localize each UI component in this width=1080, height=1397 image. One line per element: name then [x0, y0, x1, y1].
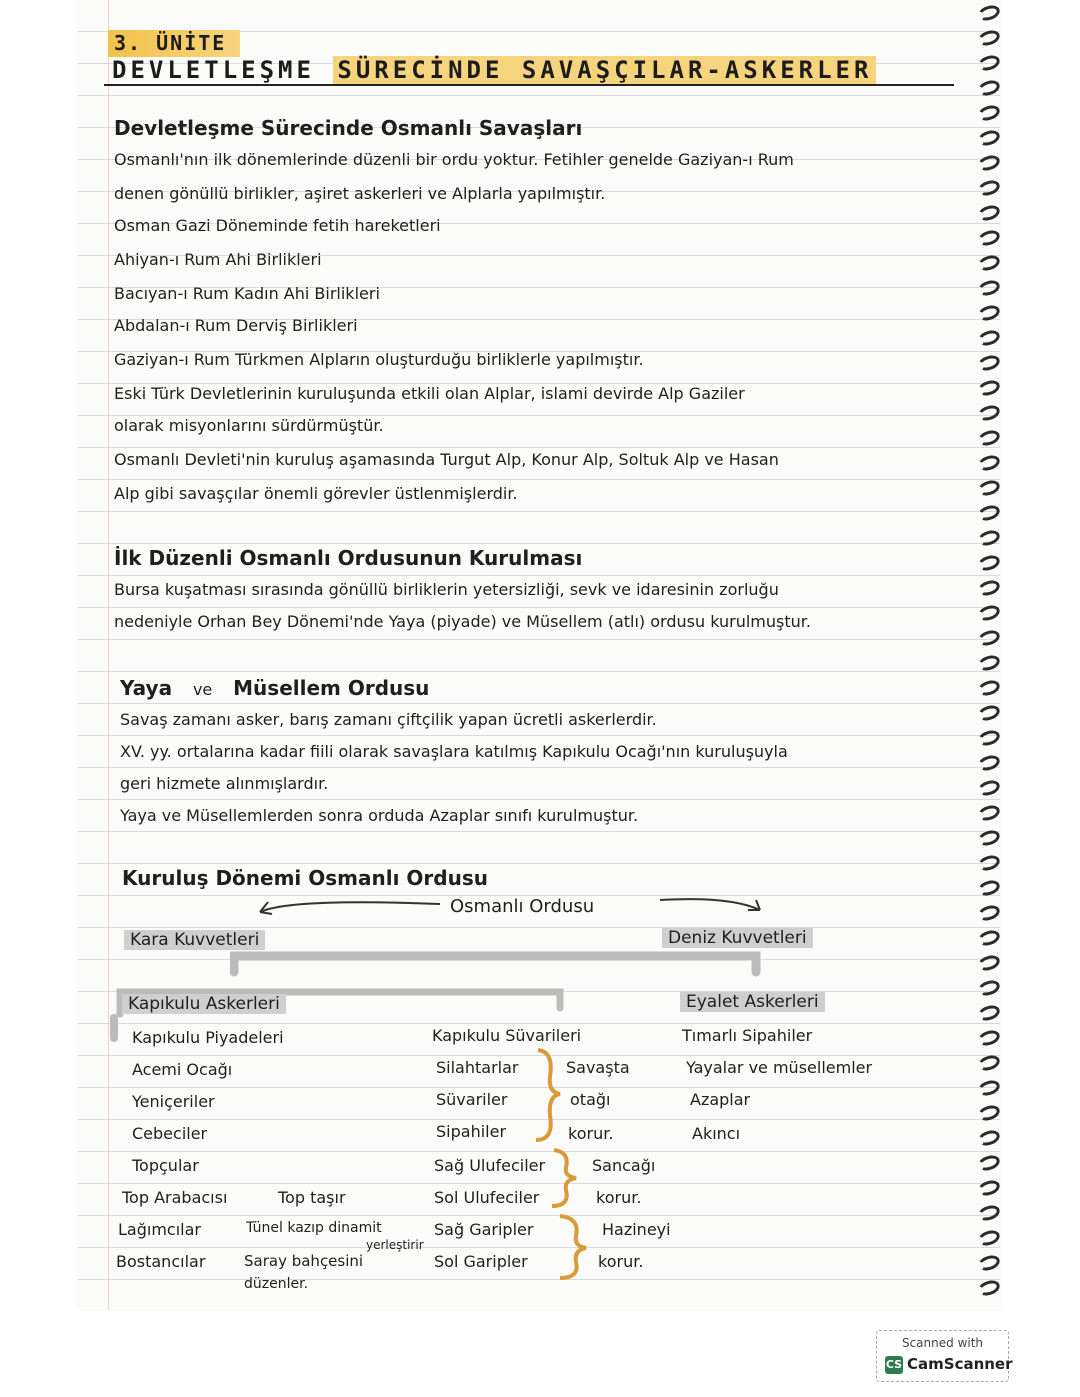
section3-heading [120, 676, 429, 700]
section2-line-2: nedeniyle Orhan Bey Dönemi'nde Yaya (piyade) ve Müsellem (atlı) ordusu kurulmuştur. [114, 612, 811, 631]
spiral-ring [976, 403, 1001, 423]
section3-heading-a: Yaya [120, 676, 173, 700]
spiral-binding [978, 0, 1008, 1310]
spiral-ring [976, 1203, 1001, 1223]
cavalry-item-4: Sipahiler [436, 1122, 507, 1141]
cavalry-item-6: Sol Ulufeciler [434, 1188, 540, 1207]
spiral-ring [976, 153, 1001, 173]
eyalet-item-4: Akıncı [692, 1124, 741, 1143]
spiral-ring [976, 1003, 1001, 1023]
cavalry-note-1b: otağı [570, 1090, 611, 1109]
spiral-ring [976, 728, 1001, 748]
infantry-item-1: Kapıkulu Piyadeleri [132, 1028, 284, 1047]
section1-line-5: Bacıyan-ı Rum Kadın Ahi Birlikleri [114, 284, 380, 303]
section3-line-4: Yaya ve Müsellemlerden sonra orduda Azaplar sınıfı kurulmuştur. [120, 806, 639, 825]
section1-line-9: olarak misyonlarını sürdürmüştür. [114, 416, 384, 435]
section3-line-1: Savaş zamanı asker, barış zamanı çiftçilik yapan ücretli askerlerdir. [120, 710, 657, 729]
spiral-ring [976, 853, 1001, 873]
spiral-ring [976, 553, 1001, 573]
section3-heading-c: Müsellem Ordusu [233, 676, 430, 700]
spiral-ring [976, 803, 1001, 823]
cavalry-note-1c: korur. [568, 1124, 614, 1143]
infantry-note-lagimcilar: Tünel kazıp dinamit [246, 1220, 382, 1236]
spiral-ring [976, 328, 1001, 348]
spiral-ring [976, 1278, 1001, 1298]
spiral-ring [976, 653, 1001, 673]
section3-line-3: geri hizmete alınmışlardır. [120, 774, 329, 793]
spiral-ring [976, 828, 1001, 848]
section1-line-10: Osmanlı Devleti'nin kuruluş aşamasında Turgut Alp, Konur Alp, Soltuk Alp ve Hasan [114, 450, 779, 469]
spiral-ring [976, 378, 1001, 398]
spiral-ring [976, 428, 1001, 448]
cavalry-item-7: Sağ Garipler [434, 1220, 534, 1239]
spiral-ring [976, 353, 1001, 373]
section3-heading-b: ve [192, 680, 213, 699]
spiral-ring [976, 228, 1001, 248]
spiral-ring [976, 903, 1001, 923]
cavalry-note-1a: Savaşta [566, 1058, 630, 1077]
spiral-ring [976, 503, 1001, 523]
section4-heading: Kuruluş Dönemi Osmanlı Ordusu [122, 866, 488, 890]
spiral-ring [976, 528, 1001, 548]
spiral-ring [976, 1053, 1001, 1073]
spiral-ring [976, 1153, 1001, 1173]
spiral-ring [976, 453, 1001, 473]
spiral-ring [976, 3, 1001, 23]
spiral-ring [976, 278, 1001, 298]
section1-line-3: Osman Gazi Döneminde fetih hareketleri [114, 216, 441, 235]
section2-heading: İlk Düzenli Osmanlı Ordusunun Kurulması [114, 546, 583, 570]
camscanner-logo-icon: CS [885, 1356, 903, 1374]
cavalry-item-2: Silahtarlar [436, 1058, 519, 1077]
section3-line-2: XV. yy. ortalarına kadar fiili olarak savaşlara katılmış Kapıkulu Ocağı'nın kuruluşuyla [120, 742, 788, 761]
spiral-ring [976, 778, 1001, 798]
cavalry-note-2a: Sancağı [592, 1156, 656, 1175]
spiral-ring [976, 28, 1001, 48]
section1-line-2: denen gönüllü birlikler, aşiret askerleri ve Alplarla yapılmıştır. [114, 184, 606, 203]
spiral-ring [976, 928, 1001, 948]
brace-1 [530, 1046, 570, 1146]
section1-line-11: Alp gibi savaşçılar önemli görevler üstlenmişlerdir. [114, 484, 518, 503]
spiral-ring [976, 478, 1001, 498]
infantry-item-8: Bostancılar [116, 1252, 206, 1271]
section1-heading: Devletleşme Sürecinde Osmanlı Savaşları [114, 116, 583, 140]
infantry-item-7: Lağımcılar [118, 1220, 201, 1239]
spiral-ring [976, 953, 1001, 973]
section2-line-1: Bursa kuşatması sırasında gönüllü birliklerin yetersizliği, sevk ve idaresinin zorluğu [114, 580, 779, 599]
margin-line [108, 0, 109, 1310]
section1-line-4: Ahiyan-ı Rum Ahi Birlikleri [114, 250, 322, 269]
camscanner-name: CamScanner [907, 1355, 1013, 1373]
infantry-item-5: Topçular [132, 1156, 199, 1175]
section1-line-1: Osmanlı'nın ilk dönemlerinde düzenli bir ordu yoktur. Fetihler genelde Gaziyan-ı Rum [114, 150, 794, 169]
spiral-ring [976, 703, 1001, 723]
infantry-note-top-arabacisi: Top taşır [278, 1188, 346, 1207]
spiral-ring [976, 128, 1001, 148]
spiral-ring [976, 53, 1001, 73]
spiral-ring [976, 1253, 1001, 1273]
kapikulu-title: Kapıkulu Askerleri [122, 994, 286, 1014]
section1-line-8: Eski Türk Devletlerinin kuruluşunda etkili olan Alplar, islami devirde Alp Gaziler [114, 384, 745, 403]
spiral-ring [976, 878, 1001, 898]
cavalry-item-8: Sol Garipler [434, 1252, 528, 1271]
page-title [112, 56, 876, 84]
spiral-ring [976, 253, 1001, 273]
cavalry-note-3b: korur. [598, 1252, 644, 1271]
eyalet-title: Eyalet Askerleri [680, 992, 825, 1012]
title-underline [104, 84, 954, 86]
eyalet-item-3: Azaplar [690, 1090, 751, 1109]
cavalry-note-2b: korur. [596, 1188, 642, 1207]
spiral-ring [976, 678, 1001, 698]
cavalry-item-3: Süvariler [436, 1090, 508, 1109]
brace-2 [548, 1146, 588, 1210]
infantry-item-4: Cebeciler [132, 1124, 208, 1143]
sea-forces: Deniz Kuvvetleri [662, 928, 813, 948]
unit-label: 3. ÜNİTE [108, 30, 240, 57]
title-part2: SÜRECİNDE SAVAŞÇILAR-ASKERLER [333, 56, 876, 84]
spiral-ring [976, 753, 1001, 773]
spiral-ring [976, 1178, 1001, 1198]
spiral-ring [976, 1228, 1001, 1248]
spiral-ring [976, 1103, 1001, 1123]
infantry-item-6: Top Arabacısı [122, 1188, 228, 1207]
cavalry-item-5: Sağ Ulufeciler [434, 1156, 546, 1175]
spiral-ring [976, 303, 1001, 323]
title-part1: DEVLETLEŞME [112, 56, 315, 84]
spiral-ring [976, 103, 1001, 123]
infantry-note-lagimcilar-sub: yerleştirir [366, 1238, 424, 1252]
diagram-root: Osmanlı Ordusu [450, 896, 595, 917]
land-forces: Kara Kuvvetleri [124, 930, 265, 950]
section1-line-7: Gaziyan-ı Rum Türkmen Alpların oluşturduğu birliklerle yapılmıştır. [114, 350, 644, 369]
infantry-item-3: Yeniçeriler [132, 1092, 215, 1111]
spiral-ring [976, 578, 1001, 598]
eyalet-item-2: Yayalar ve müsellemler [686, 1058, 873, 1077]
scanned-with-text: Scanned with [901, 1336, 984, 1350]
infantry-note-bostancilar-sub: düzenler. [244, 1276, 309, 1292]
section1-line-6: Abdalan-ı Rum Derviş Birlikleri [114, 316, 358, 335]
spiral-ring [976, 1078, 1001, 1098]
spiral-ring [976, 203, 1001, 223]
camscanner-badge [876, 1330, 1013, 1382]
spiral-ring [976, 78, 1001, 98]
spiral-ring [976, 978, 1001, 998]
cavalry-note-3a: Hazineyi [602, 1220, 671, 1239]
brace-3 [556, 1212, 596, 1282]
spiral-ring [976, 178, 1001, 198]
spiral-ring [976, 1128, 1001, 1148]
infantry-note-bostancilar: Saray bahçesini [244, 1252, 364, 1270]
infantry-item-2: Acemi Ocağı [132, 1060, 233, 1079]
eyalet-item-1: Tımarlı Sipahiler [682, 1026, 813, 1045]
spiral-ring [976, 1028, 1001, 1048]
spiral-ring [976, 603, 1001, 623]
cavalry-item-1: Kapıkulu Süvarileri [432, 1026, 582, 1045]
spiral-ring [976, 628, 1001, 648]
